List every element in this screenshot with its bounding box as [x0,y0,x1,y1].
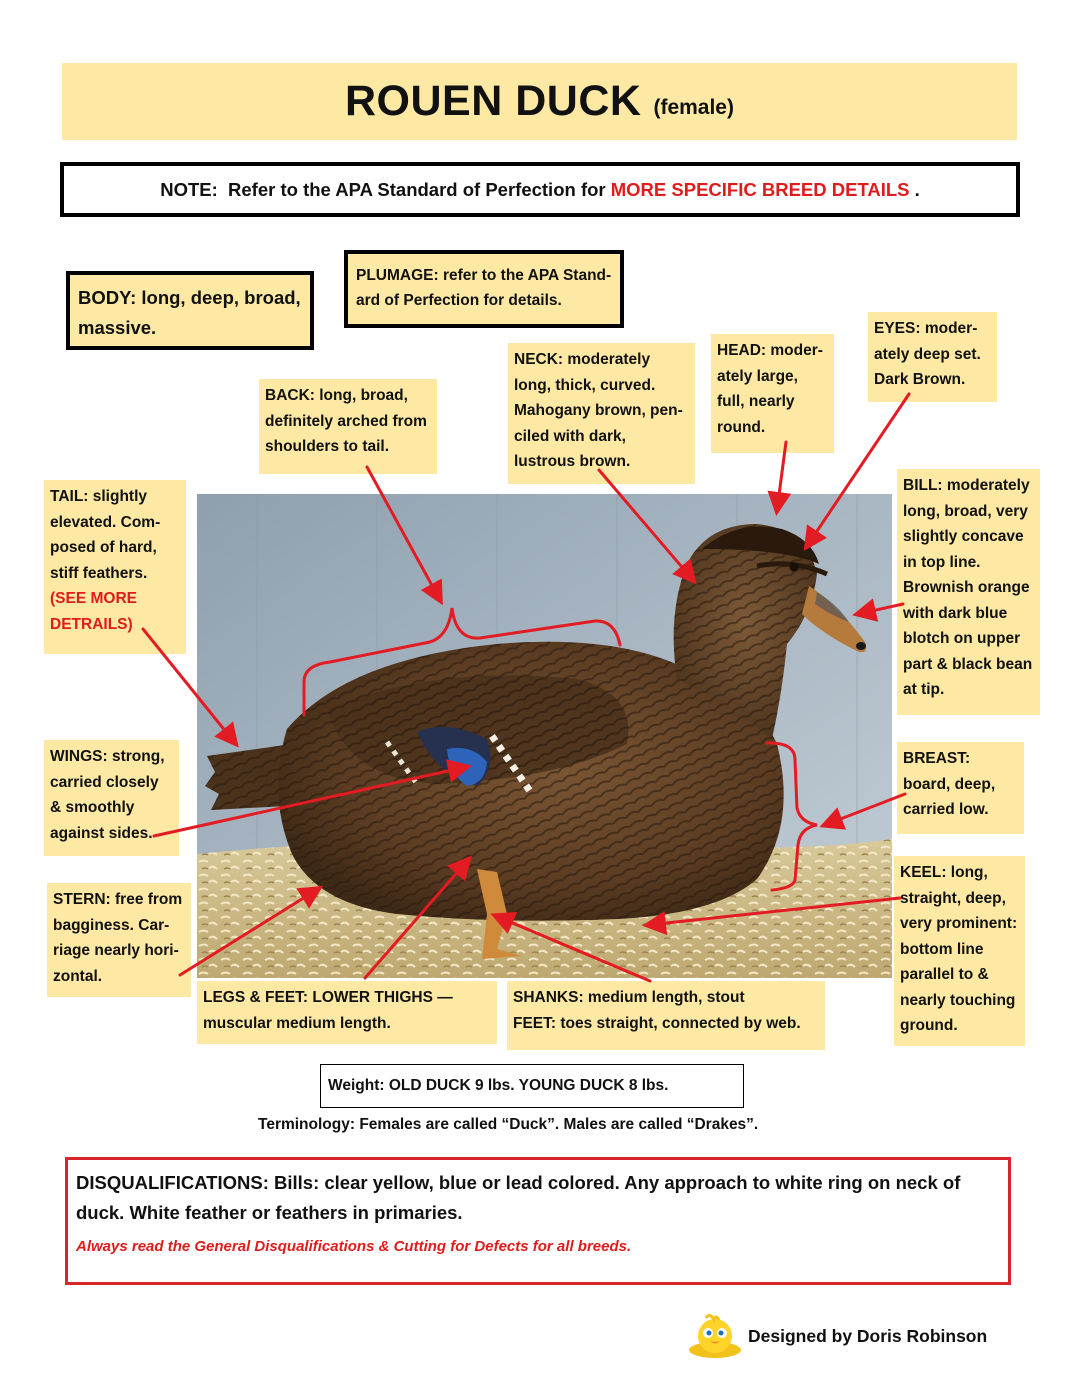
note-prefix: NOTE: Refer to the APA Standard of Perfection for [160,178,611,200]
wings-label: WINGS: strong, carried closely & smoothly against sides. [44,740,179,856]
breast-label: BREAST: board, deep, carried low. [897,742,1024,834]
note-suffix: . [909,178,920,200]
rouen-duck-photo [197,494,892,978]
disqualifications-text: DISQUALIFICATIONS: Bills: clear yellow, blue or lead colored. Any approach to white ring on neck of duck. White feather or feathers in primaries. [76,1172,961,1223]
note-box [60,162,1020,217]
back-label: BACK: long, broad, definitely arched from shoulders to tail. [259,379,437,474]
shanks-text: SHANKS: medium length, stout [513,989,745,1006]
page-subtitle: (female) [653,95,734,119]
stern-label: STERN: free from bagginess. Car-riage nearly hori-zontal. [47,883,191,997]
page-title: ROUEN DUCK [345,77,642,125]
tail-label [44,480,186,654]
body-label: BODY: long, deep, broad, massive. [66,271,314,350]
feet-text: FEET: toes straight, connected by web. [513,1014,801,1032]
note-highlight: MORE SPECIFIC BREED DETAILS [610,178,910,200]
eyes-label: EYES: moder-ately deep set. Dark Brown. [868,312,997,402]
disqualifications-box [65,1157,1011,1285]
terminology: Terminology: Females are called “Duck”. Males are called “Drakes”. [258,1116,759,1133]
weight-box: Weight: OLD DUCK 9 lbs. YOUNG DUCK 8 lbs. [320,1064,744,1108]
disqualifications-note: Always read the General Disqualifications & Cutting for Defects for all breeds. [76,1238,632,1255]
title-band [62,63,1017,140]
designer-credit: Designed by Doris Robinson [748,1326,988,1346]
bill-label: BILL: moderately long, broad, very slightly concave in top line. Brownish orange with dark blue blotch on upper part & black bean at tip. [897,469,1040,715]
duckling-icon [686,1312,744,1360]
shanks-feet-label [507,981,825,1050]
tail-more-details: (SEE MORE DETRAILS) [50,590,137,633]
tail-label-text: TAIL: slightly elevated. Com-posed of hard, stiff feathers. [50,488,161,582]
legs-feet-label: LEGS & FEET: LOWER THIGHS — muscular medium length. [197,981,497,1044]
keel-label: KEEL: long, straight, deep, very prominent: bottom line parallel to & nearly touching ground. [894,856,1025,1046]
neck-label: NECK: moderately long, thick, curved. Mahogany brown, pen-ciled with dark, lustrous brown. [508,343,695,484]
plumage-label: PLUMAGE: refer to the APA Stand-ard of Perfection for details. [344,250,624,328]
head-label: HEAD: moder-ately large, full, nearly round. [711,334,834,453]
